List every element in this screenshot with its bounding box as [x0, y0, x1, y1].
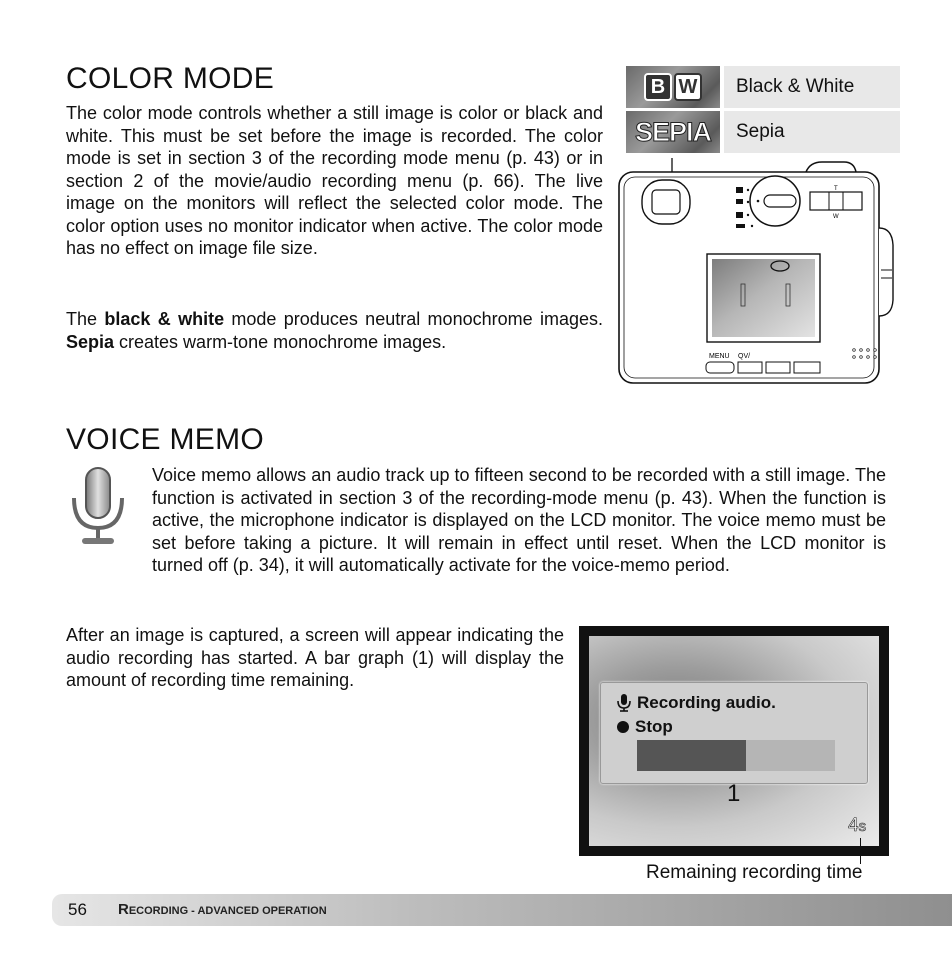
mode-row-sepia: [626, 111, 900, 153]
page-number: 56: [68, 900, 87, 919]
section-title: [118, 901, 327, 919]
display-button: [766, 362, 790, 373]
para2-suffix: creates warm-tone monochrome images.: [114, 331, 447, 352]
mode-row-bw: [626, 66, 900, 108]
color-mode-paragraph-2: [66, 308, 603, 353]
para2-bold-sepia: Sepia: [66, 331, 115, 352]
voice-memo-paragraph-2: After an image is captured, a screen will appear indicating the audio recording has started. A bar graph (1) will display the amount of recording time remaining.: [66, 625, 564, 690]
menu-button: [706, 362, 734, 373]
microphone-icon: [66, 466, 130, 548]
voice-memo-title: VOICE MEMO: [66, 423, 265, 456]
caption-leader-line: [860, 838, 861, 864]
stop-dot-icon: [617, 721, 629, 733]
recording-dialog: [600, 682, 868, 784]
section-title-rest: ECORDING - ADVANCED OPERATION: [128, 905, 327, 917]
zoom-w-label: W: [833, 214, 839, 220]
color-mode-title: COLOR MODE: [66, 62, 275, 95]
recording-audio-text: Recording audio.: [637, 693, 776, 712]
stop-text: Stop: [635, 717, 673, 736]
bw-label: Black & White: [724, 66, 900, 108]
callout-number: 1: [727, 780, 741, 807]
voice-memo-paragraph-1: Voice memo allows an audio track up to fifteen second to be recorded with a still image. The function is activated in section 3 of the recording-mode menu (p. 43). When the function is active, the microphone indicator is displayed on the LCD monitor. The voice memo must be set before taking a picture. It will remain in effect until reset. When the LCD monitor is turned off (p. 34), it will automatically activate for the voice-memo period.: [152, 465, 886, 575]
para2-prefix: The: [66, 309, 105, 329]
remaining-time-caption: Remaining recording time: [646, 862, 863, 883]
para2-mid: mode produces neutral monochrome images.: [224, 309, 603, 329]
lcd-image: [712, 259, 815, 337]
remaining-unit: s: [858, 818, 867, 835]
footer-bar: [52, 894, 952, 926]
flash-button: [794, 362, 820, 373]
recording-time-bar-fill: [637, 740, 746, 771]
remaining-seconds: 4: [848, 815, 859, 836]
viewfinder: [642, 180, 690, 224]
zoom-lever: [810, 192, 862, 210]
bw-badge-b: B: [644, 73, 672, 101]
bw-icon: [626, 66, 720, 108]
sepia-badge: SEPIA: [634, 116, 712, 147]
recording-audio-line: [617, 693, 776, 713]
menu-label: MENU: [709, 353, 730, 360]
sepia-icon: [626, 111, 720, 153]
remaining-time-readout: [848, 815, 866, 837]
para2-bold-bw: black & white: [104, 309, 225, 329]
zoom-t-label: T: [834, 186, 838, 192]
qv-button: [738, 362, 762, 373]
sepia-label: Sepia: [724, 111, 900, 153]
color-mode-paragraph-1: The color mode controls whether a still image is color or black and white. This must be set before the image is recorded. The color mode is set in section 3 of the recording mode menu (p. 43) or in section 2 of the movie/audio recording menu (p. 66). The live image on the monitors will reflect the selected color mode. The color option uses no monitor indicator when active. The color mode has no effect on image file size.: [66, 103, 603, 258]
camera-back-illustration: [600, 150, 900, 390]
recording-time-bar: [637, 740, 835, 771]
stop-line[interactable]: [617, 717, 673, 737]
section-title-cap: R: [118, 901, 129, 918]
bw-badge-w: W: [674, 73, 702, 101]
mic-small-icon: [617, 694, 631, 712]
qv-label: QV/: [738, 353, 751, 360]
